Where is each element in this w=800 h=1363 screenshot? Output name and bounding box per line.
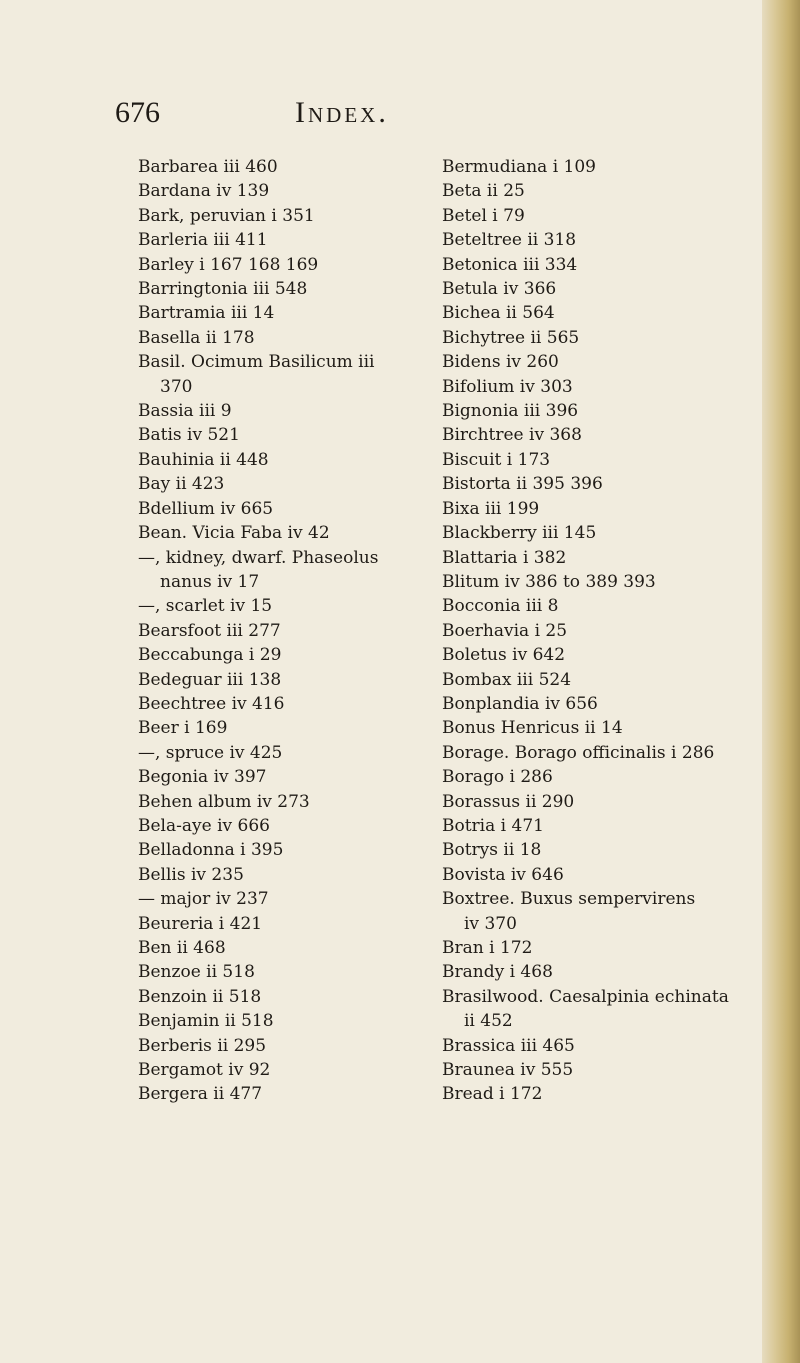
index-entry: Bela-aye iv 666 [138,815,270,836]
index-entry: Ben ii 468 [138,938,226,958]
index-entry: Blitum iv 386 to 389 393 [442,571,656,592]
index-entry: iv 370 [464,913,517,934]
index-entry: Basil. Ocimum Basilicum iii [138,352,375,373]
index-entry: Bran i 172 [442,938,533,958]
index-entry: Barbarea iii 460 [138,157,278,177]
index-entry: Bartramia iii 14 [138,303,275,324]
index-entry: Beureria i 421 [138,913,263,934]
index-entry: Bovista iv 646 [442,864,564,885]
index-entry: Benzoin ii 518 [138,986,262,1007]
index-entry: Bassia iii 9 [138,401,232,422]
index-entry: Bixa iii 199 [442,498,540,519]
index-entry: Berberis ii 295 [138,1035,267,1056]
index-entry: Bignonia iii 396 [442,401,579,422]
index-entry: Beteltree ii 318 [442,230,577,251]
page-title: Index. [295,96,389,129]
index-entry: nanus iv 17 [160,571,260,592]
index-entry: Brandy i 468 [442,962,553,983]
index-entry: Beccabunga i 29 [138,645,282,666]
index-entry: Bonplandia iv 656 [442,693,598,714]
index-entry: Braunea iv 555 [442,1060,574,1081]
index-entry: Bifolium iv 303 [442,376,573,397]
index-entry: Bellis iv 235 [138,864,244,885]
index-entry: Borago i 286 [442,767,553,788]
page-edge [762,0,800,1363]
index-entry: Belladonna i 395 [138,840,284,861]
index-entry: Barley i 167 168 169 [138,254,319,275]
index-entry: Benzoe ii 518 [138,962,255,983]
index-entry: Bergera ii 477 [138,1084,263,1105]
index-entry: Birchtree iv 368 [442,425,582,446]
index-entry: Bistorta ii 395 396 [442,474,603,495]
index-entry: Betula iv 366 [442,279,557,300]
index-entry: Betonica iii 334 [442,254,578,275]
index-entry: Bonus Henricus ii 14 [442,718,623,739]
index-entry: Beta ii 25 [442,181,525,202]
index-entry: Bardana iv 139 [138,181,270,202]
index-entry: Borage. Borago officinalis i 286 [442,742,715,763]
index-entry: Bark, peruvian i 351 [138,205,315,226]
index-entry: Brassica iii 465 [442,1035,575,1056]
index-entry: —, scarlet iv 15 [138,596,273,617]
index-entry: Bocconia iii 8 [442,596,559,617]
index-entry: Bay ii 423 [138,474,225,495]
index-entry: Basella ii 178 [138,327,255,348]
index-entry: — major iv 237 [138,889,269,910]
index-entry: Barleria iii 411 [138,230,268,251]
index-entry: Botrys ii 18 [442,840,542,861]
index-entry: Bergamot iv 92 [138,1060,271,1081]
index-entry: ii 452 [464,1011,513,1032]
index-entry: Boletus iv 642 [442,645,566,666]
index-entry: Bearsfoot iii 277 [138,620,281,641]
index-entry: Boxtree. Buxus sempervirens [442,889,696,910]
index-entry: Boerhavia i 25 [442,620,568,641]
index-entry: Botria i 471 [442,815,544,836]
index-entry: Bedeguar iii 138 [138,669,282,690]
index-entry: Behen album iv 273 [138,791,310,812]
index-entry: Begonia iv 397 [138,767,267,788]
page-header [115,78,535,138]
index-column-right [442,155,762,1107]
index-entry: Bauhinia ii 448 [138,449,269,470]
index-entry: Benjamin ii 518 [138,1011,274,1032]
index-entry: Bread i 172 [442,1084,543,1105]
page-number: 676 [115,96,160,129]
index-entry: Blackberry iii 145 [442,523,597,544]
index-entry: —, kidney, dwarf. Phaseolus [138,547,379,568]
index-entry: Borassus ii 290 [442,791,575,812]
index-entry: Beechtree iv 416 [138,693,285,714]
index-entry: —, spruce iv 425 [138,742,283,763]
index-entry: Beer i 169 [138,718,228,739]
index-entry: Batis iv 521 [138,425,240,446]
index-entry: Brasilwood. Caesalpinia echinata [442,986,729,1007]
index-entry: Bdellium iv 665 [138,498,274,519]
index-entry: Bidens iv 260 [442,352,559,373]
index-column-left [138,155,428,1107]
index-entry: Bean. Vicia Faba iv 42 [138,523,330,544]
index-entry: Blattaria i 382 [442,547,567,568]
index-entry: Bichea ii 564 [442,303,555,324]
index-entry: Bichytree ii 565 [442,327,580,348]
index-entry: Barringtonia iii 548 [138,279,308,300]
index-entry: Bombax iii 524 [442,669,572,690]
index-entry: Biscuit i 173 [442,449,551,470]
index-entry: Betel i 79 [442,205,525,226]
index-entry: Bermudiana i 109 [442,157,596,177]
index-entry: 370 [160,376,193,397]
